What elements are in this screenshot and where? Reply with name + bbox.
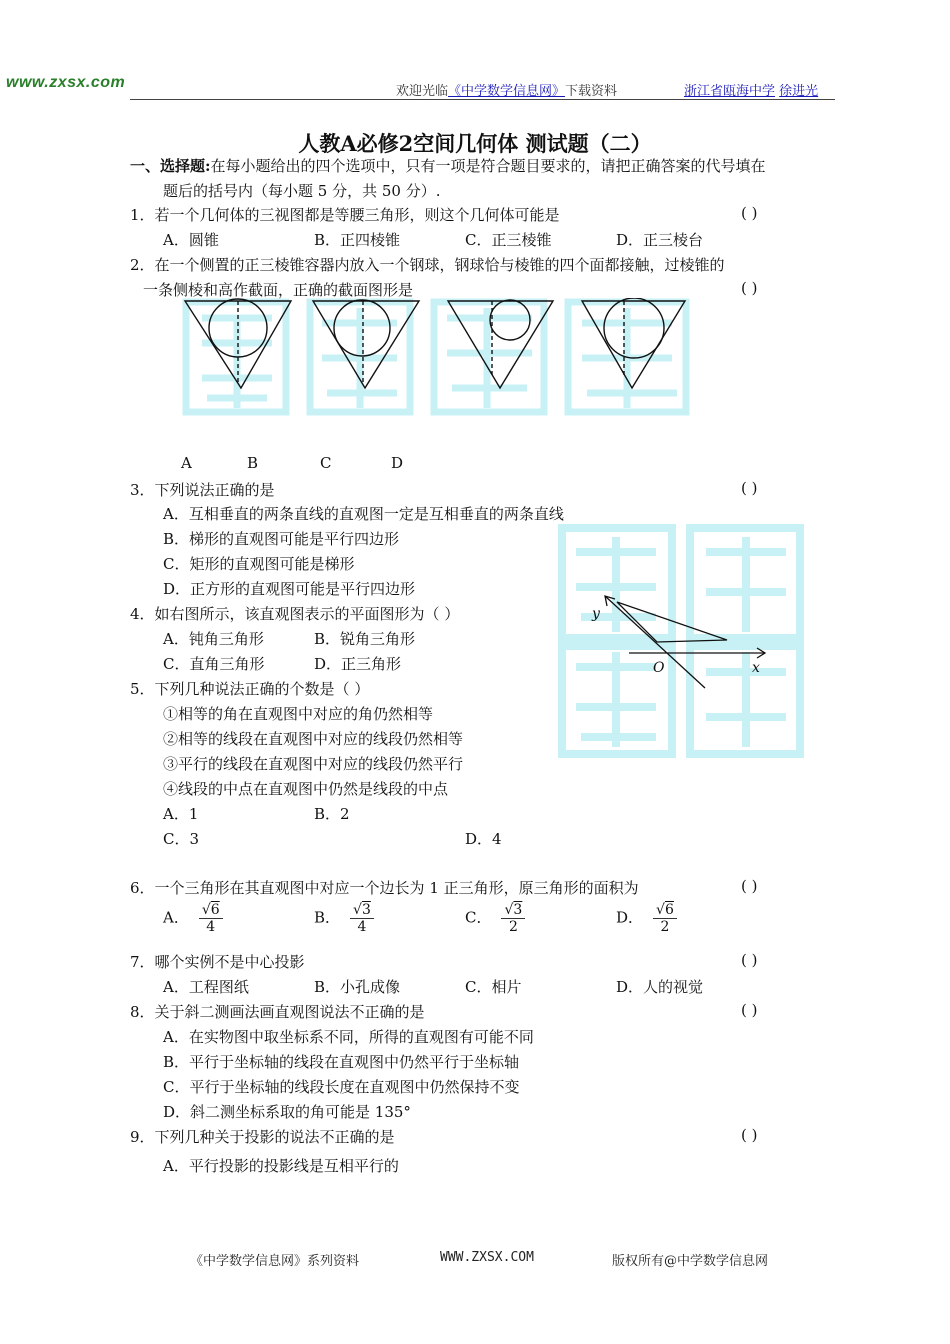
q9-answer-paren: ( ) [741,1126,758,1144]
q1-option-d: D．正三棱台 [616,231,704,249]
q6-option-b-label: B． [314,908,341,927]
q5-stem: 5．下列几种说法正确的个数是（ ） [130,680,370,698]
q2-stem-line1: 2．在一个侧置的正三棱锥容器内放入一个钢球，钢球恰与棱锥的四个面都接触，过棱锥的 [130,256,725,274]
footer-series: 《中学数学信息网》系列资料 [190,1254,360,1269]
q2-figure-c [448,300,553,388]
q2-label-b: B [247,454,259,472]
q3-option-b: B．梯形的直观图可能是平行四边形 [163,530,400,548]
q4-figure-x-label: x [752,660,760,676]
q6-option-d-den: 2 [660,919,670,935]
q5-option-a: A．1 [163,805,199,823]
q5-statement-3: ③平行的线段在直观图中对应的线段仍然平行 [163,755,464,773]
q8-option-b: B．平行于坐标轴的线段在直观图中仍然平行于坐标轴 [163,1053,520,1071]
header-welcome-suffix: 下载资料 [565,84,618,99]
q1-option-c: C．正三棱锥 [465,231,552,249]
section-instruction-line2: 题后的括号内（每小题 5 分，共 50 分）. [163,182,441,200]
q4-option-d: D．正三角形 [314,655,402,673]
q8-answer-paren: ( ) [741,1001,758,1019]
header-welcome-prefix: 欢迎光临 [396,84,449,99]
q7-answer-paren: ( ) [741,951,758,969]
q4-stem: 4．如右图所示，该直观图表示的平面图形为（ ） [130,605,460,623]
q7-option-a: A．工程图纸 [163,978,249,996]
q2-label-c: C [320,454,332,472]
q3-answer-paren: ( ) [741,479,758,497]
section-instruction-line1 [130,155,766,176]
q7-option-b: B．小孔成像 [314,978,401,996]
q2-stem-line2: 一条侧棱和高作截面，正确的截面图形是 [143,281,414,299]
section-instruction-text: 在每小题给出的四个选项中，只有一项是符合题目要求的，请把正确答案的代号填在 [210,157,766,175]
q5-statement-2: ②相等的线段在直观图中对应的线段仍然相等 [163,730,464,748]
q5-statement-1: ①相等的角在直观图中对应的角仍然相等 [163,705,434,723]
page-title: 人教A必修2空间几何体 测试题（二） [298,131,652,156]
q6-answer-paren: ( ) [741,877,758,895]
q2-answer-paren: ( ) [741,279,758,297]
section-label: 一、选择题: [130,157,211,175]
header-welcome [396,80,617,99]
q7-stem: 7．哪个实例不是中心投影 [130,953,305,971]
q6-option-d: D． $\frac{√6}{2}$ [616,902,677,935]
q4-option-c: C．直角三角形 [163,655,265,673]
q2-figures [180,298,690,393]
q2-figure-a [185,299,291,388]
q1-option-b: B．正四棱锥 [314,231,401,249]
q6-option-d-label: D． [616,908,644,927]
q4-option-b: B．锐角三角形 [314,630,416,648]
q7-option-d: D．人的视觉 [616,978,704,996]
header-divider [130,99,835,100]
q5-option-b: B．2 [314,805,350,823]
q8-option-a: A．在实物图中取坐标系不同，所得的直观图有可能不同 [163,1028,534,1046]
q7-option-c: C．相片 [465,978,522,996]
q6-option-b-den: 4 [357,919,367,935]
q9-stem: 9．下列几种关于投影的说法不正确的是 [130,1128,395,1146]
q6-option-a-label: A． [163,908,189,927]
q1-stem: 1．若一个几何体的三视图都是等腰三角形，则这个几何体可能是 [130,206,560,224]
q6-option-c-label: C． [465,908,492,927]
q3-option-d: D．正方形的直观图可能是平行四边形 [163,580,416,598]
q5-option-c: C．3 [163,830,200,848]
q2-label-a: A [181,454,192,472]
q6-option-a-num: 6 [210,902,220,918]
q6-option-a-den: 4 [206,919,216,935]
q6-option-b: B． $\frac{√3}{4}$ [314,902,374,935]
q2-figure-d [582,298,685,388]
footer-url[interactable]: WWW.ZXSX.COM [440,1250,534,1265]
header-author [684,80,818,99]
site-logo[interactable]: www.zxsx.com [6,74,126,91]
q4-figure [585,588,775,698]
q6-option-c: C． $\frac{√3}{2}$ [465,902,525,935]
q3-option-c: C．矩形的直观图可能是梯形 [163,555,355,573]
q4-figure-origin-label: O [653,660,665,676]
q6-option-a: A． $\frac{√6}{4}$ [163,902,223,935]
q8-option-d: D．斜二测坐标系取的角可能是 135° [163,1103,411,1121]
q6-option-b-num: 3 [361,902,371,918]
q6-stem: 6．一个三角形在其直观图中对应一个边长为 1 正三角形，原三角形的面积为 [130,879,639,897]
q2-figure-b [313,300,419,388]
header-author-link[interactable]: 徐进光 [779,84,819,99]
q4-option-a: A．钝角三角形 [163,630,264,648]
q6-option-d-num: 6 [664,902,674,918]
footer-copyright: 版权所有@中学数学信息网 [612,1254,769,1269]
q1-answer-paren: ( ) [741,204,758,222]
q8-stem: 8．关于斜二测画法画直观图说法不正确的是 [130,1003,425,1021]
q4-figure-y-label: y [592,606,600,622]
q3-stem: 3．下列说法正确的是 [130,481,275,499]
q3-option-a: A．互相垂直的两条直线的直观图一定是互相垂直的两条直线 [163,505,564,523]
q8-option-c: C．平行于坐标轴的线段长度在直观图中仍然保持不变 [163,1078,520,1096]
q2-label-d: D [391,454,404,472]
q5-statement-4: ④线段的中点在直观图中仍然是线段的中点 [163,780,449,798]
header-school-link[interactable]: 浙江省瓯海中学 [684,84,776,99]
header-site-link[interactable]: 《中学数学信息网》 [448,84,566,99]
q5-option-d: D．4 [465,830,502,848]
q6-option-c-num: 3 [513,902,523,918]
q6-option-c-den: 2 [508,919,518,935]
q1-option-a: A．圆锥 [163,231,219,249]
q9-option-a: A．平行投影的投影线是互相平行的 [163,1157,399,1175]
